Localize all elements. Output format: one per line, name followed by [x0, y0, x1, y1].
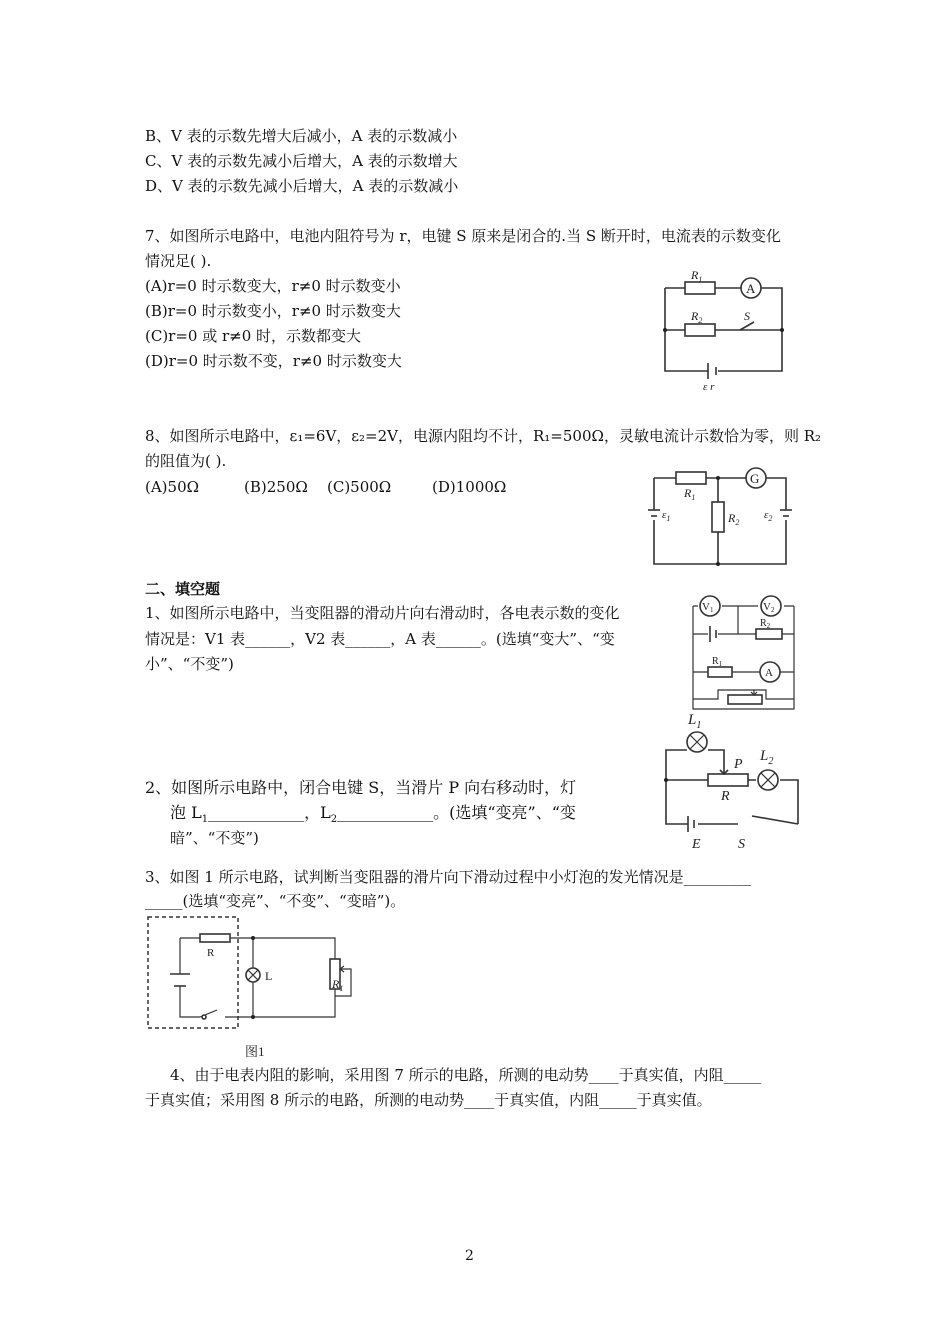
f3-junction-top	[251, 936, 255, 940]
f1-r2-label: $R_2$	[760, 618, 771, 630]
f1-line3: 小”、“不变”)	[145, 655, 234, 673]
q7-ammeter-label: A	[746, 281, 756, 296]
f1-r1-label: $R_1$	[712, 656, 723, 668]
q7-option-a: (A)r=0 时示数变大，r≠0 时示数变小	[145, 277, 401, 295]
f4-line2: 于真实值；采用图 8 所示的电路，所测的电动势____于真实值，内阻_____于真实值。	[145, 1091, 712, 1109]
page-number: 2	[465, 1248, 474, 1264]
q8-stem-line1: 8、如图所示电路中，ε₁=6V，ε₂=2V，电源内阻均不计，R₁=500Ω，灵敏电流计示数恰为零，则 R₂	[145, 427, 822, 445]
f3-line2: _____(选填“变亮”、“不变”、“变暗”)。	[145, 892, 406, 910]
f2-line3: 暗”、“不变”)	[170, 829, 259, 847]
q8-r2-label: $R_2$	[728, 511, 740, 527]
f2-line2: 泡 $L_1\_\_\_\_\_\_\_\_\_\_\_\_$，$L_2\_\_\_\_\_\_\_\_\_\_\_\_$。(选填“变亮”、“变	[170, 803, 576, 826]
q7-option-b: (B)r=0 时示数变小，r≠0 时示数变大	[145, 302, 401, 320]
f2-l1-label: $L_1$	[688, 712, 702, 731]
q7-r1-label: $R_1$	[691, 268, 703, 284]
f2-l2-label: $L_2$	[760, 748, 774, 767]
f2-r-label: R	[721, 789, 730, 804]
q6-option-c: C、V 表的示数先减小后增大，A 表的示数增大	[145, 152, 458, 170]
q8-resistor-r1	[676, 472, 706, 484]
q7-junction-left	[663, 328, 667, 332]
f2-junction	[664, 778, 668, 782]
q7-option-d: (D)r=0 时示数不变，r≠0 时示数变大	[145, 352, 402, 370]
f3-line1: 3、如图 1 所示电路，试判断当变阻器的滑片向下滑动过程中小灯泡的发光情况是_________	[145, 868, 752, 886]
f2-circuit-diagram	[660, 712, 805, 852]
q7-junction-right	[780, 328, 784, 332]
f1-resistor-r2	[756, 629, 782, 639]
q8-resistor-r2	[712, 502, 724, 532]
q7-resistor-r2	[685, 324, 715, 336]
f1-circuit-diagram	[688, 594, 800, 714]
f1-v1-label: V1	[702, 601, 714, 614]
f3-r-label: R	[207, 947, 215, 959]
f3-switch-pivot	[202, 1015, 206, 1019]
f3-r1-label: $R_1$	[332, 977, 344, 993]
f1-v2-label: V2	[763, 601, 775, 614]
f3-l-label: L	[265, 969, 273, 983]
f3-junction-bottom	[251, 1015, 255, 1019]
q7-switch	[740, 322, 754, 330]
f3-circuit-diagram	[145, 914, 365, 1062]
f1-rheostat	[728, 695, 762, 704]
q8-junction-top	[716, 476, 720, 480]
q8-e2-label: $\varepsilon_2$	[764, 509, 773, 523]
q6-option-b: B、V 表的示数先增大后减小，A 表的示数减小	[145, 127, 458, 145]
q7-option-c: (C)r=0 或 r≠0 时，示数都变大	[145, 327, 362, 345]
f2-s-label: S	[738, 837, 745, 852]
q8-option-d: (D)1000Ω	[432, 478, 507, 496]
q7-stem-line1: 7、如图所示电路中，电池内阻符号为 r，电键 S 原来是闭合的.当 S 断开时，电流表的示数变化	[145, 227, 781, 245]
q6-option-d: D、V 表的示数先减小后增大，A 表的示数减小	[145, 177, 459, 195]
q7-r2-label: $R_2$	[691, 309, 703, 325]
f1-resistor-r1	[708, 667, 732, 677]
f3-resistor-r	[200, 934, 230, 942]
f2-e-label: E	[692, 837, 701, 852]
f2-rheostat-r	[708, 774, 748, 786]
q8-circuit-diagram	[648, 462, 798, 570]
q7-circuit-diagram	[660, 268, 790, 393]
f1-line2: 情况是：V1 表______，V2 表______，A 表______。(选填“变大”、“变	[145, 630, 615, 648]
q8-option-c: (C)500Ω	[327, 478, 392, 496]
q7-source-label: ε r	[703, 381, 715, 393]
q7-stem-line2: 情况足( ).	[145, 252, 212, 270]
q8-e1-label: $\varepsilon_1$	[662, 509, 671, 523]
q8-r1-label: $R_1$	[684, 486, 696, 502]
section2-title: 二、填空题	[145, 580, 221, 598]
q8-junction-bottom	[716, 562, 720, 566]
q8-option-b: (B)250Ω	[244, 478, 308, 496]
f1-line1: 1、如图所示电路中，当变阻器的滑动片向右滑动时，各电表示数的变化	[145, 604, 620, 622]
f1-ammeter-label: A	[765, 667, 773, 679]
q7-switch-label: S	[744, 309, 750, 323]
q8-stem-line2: 的阻值为( ).	[145, 452, 227, 470]
f2-p-label: P	[734, 757, 743, 772]
q8-galvanometer-label: G	[750, 471, 760, 486]
f4-line1: 4、由于电表内阻的影响，采用图 7 所示的电路，所测的电动势____于真实值，内阻_____	[170, 1066, 762, 1084]
f3-figure-caption: 图1	[245, 1044, 265, 1059]
f2-line1: 2、如图所示电路中，闭合电键 S，当滑片 P 向右移动时，灯	[145, 778, 577, 797]
q8-option-a: (A)50Ω	[145, 478, 200, 496]
